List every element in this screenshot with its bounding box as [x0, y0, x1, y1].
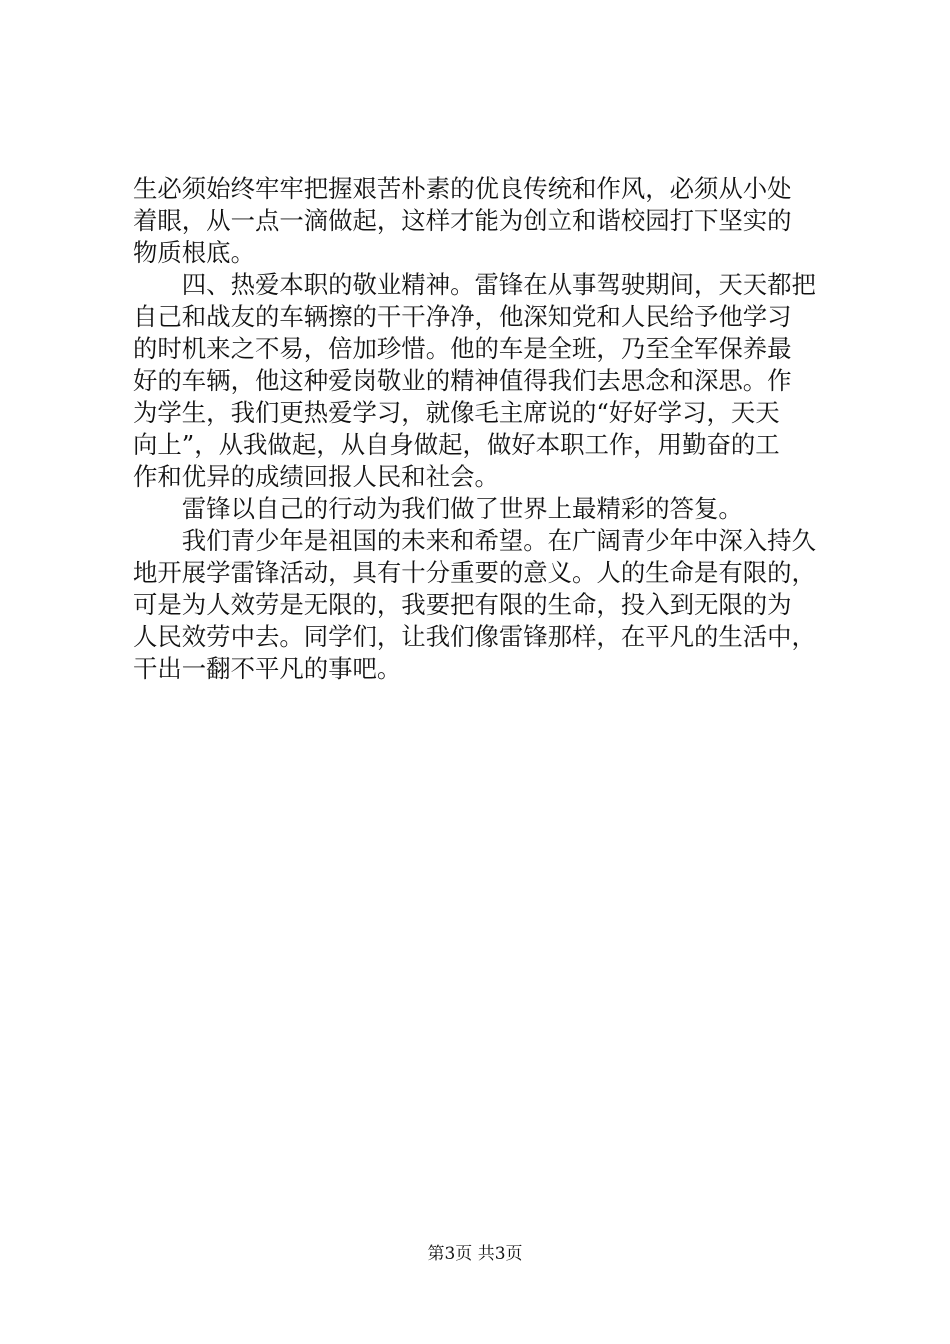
text-line: 物质根底。: [133, 238, 255, 267]
text-line: 人民效劳中去。同学们，让我们像雷锋那样，在平凡的生活中，: [133, 622, 816, 651]
text-line: 好的车辆，他这种爱岗敬业的精神值得我们去思念和深思。作: [133, 366, 792, 395]
page-number-footer: 第3页 共3页: [427, 1244, 523, 1264]
text-line: 的时机来之不易，倍加珍惜。他的车是全班，乃至全军保养最: [133, 334, 792, 363]
text-line: 四、热爱本职的敬业精神。雷锋在从事驾驶期间，天天都把: [133, 270, 816, 299]
text-line: 自己和战友的车辆擦的干干净净，他深知党和人民给予他学习: [133, 302, 792, 331]
text-line: 生必须始终牢牢把握艰苦朴素的优良传统和作风，必须从小处: [133, 174, 792, 203]
text-line: 干出一翻不平凡的事吧。: [133, 654, 402, 683]
text-line: 向上”，从我做起，从自身做起，做好本职工作，用勤奋的工: [133, 430, 780, 459]
text-line: 地开展学雷锋活动，具有十分重要的意义。人的生命是有限的，: [133, 558, 816, 587]
text-line: 雷锋以自己的行动为我们做了世界上最精彩的答复。: [133, 494, 743, 523]
text-line: 作和优异的成绩回报人民和社会。: [133, 462, 499, 491]
body-text: [133, 173, 833, 685]
text-line: 为学生，我们更热爱学习，就像毛主席说的“好好学习，天天: [133, 398, 780, 427]
text-line: 着眼，从一点一滴做起，这样才能为创立和谐校园打下坚实的: [133, 206, 792, 235]
text-line: 可是为人效劳是无限的，我要把有限的生命，投入到无限的为: [133, 590, 792, 619]
text-line: 我们青少年是祖国的未来和希望。在广阔青少年中深入持久: [133, 526, 816, 555]
